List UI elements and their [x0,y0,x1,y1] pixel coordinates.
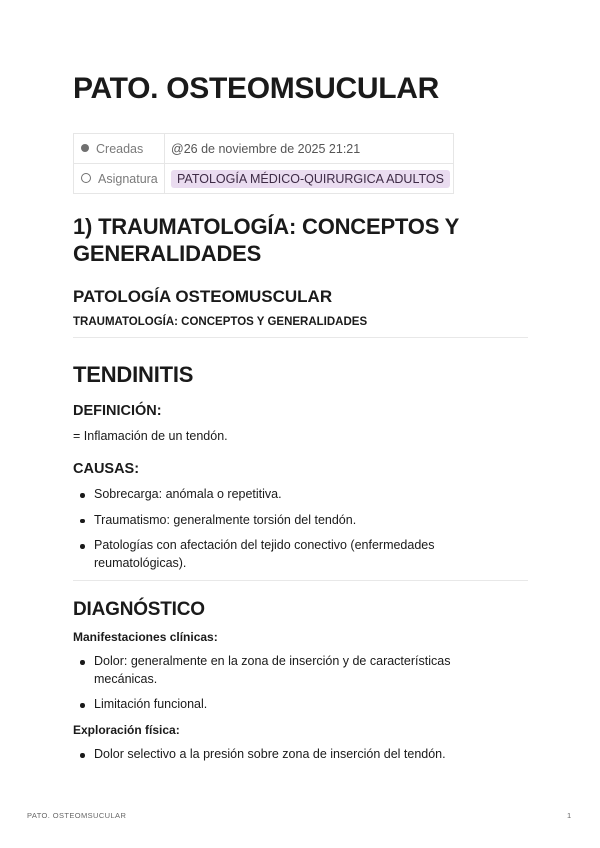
divider [73,580,528,581]
clock-icon [81,144,89,152]
page-title: PATO. OSTEOMSUCULAR [73,72,439,105]
heading-diagnostico: DIAGNÓSTICO [73,599,205,620]
heading-causas: CAUSAS: [73,461,140,477]
list-item: Patologías con afectación del tejido conectivo (enfermedades reumatológicas). [73,537,473,572]
definition-text: = Inflamación de un tendón. [73,429,228,443]
heading-tendinitis: TENDINITIS [73,362,194,387]
list-item: Dolor selectivo a la presión sobre zona de inserción del tendón. [73,746,473,764]
property-key-subject [74,164,165,194]
target-icon [81,173,91,183]
heading-exploracion: Exploración física: [73,723,180,737]
property-key-created [74,134,165,164]
clinical-list [73,653,473,722]
property-row-created [74,134,454,164]
section-heading-traumatologia: 1) TRAUMATOLOGÍA: CONCEPTOS Y GENERALIDADES [73,214,459,266]
property-value-subject[interactable] [165,164,454,194]
created-label: Creadas [96,141,144,156]
causes-list [73,486,473,580]
subject-tag[interactable]: PATOLOGÍA MÉDICO-QUIRURGICA ADULTOS [171,170,450,188]
property-value-created[interactable]: @26 de noviembre de 2025 21:21 [165,134,454,164]
heading-definicion: DEFINICIÓN: [73,403,162,419]
list-item: Limitación funcional. [73,696,473,714]
list-item: Traumatismo: generalmente torsión del tendón. [73,512,473,530]
divider [73,337,528,338]
footer-title: PATO. OSTEOMSUCULAR [27,811,127,820]
caption-traumatologia: TRAUMATOLOGÍA: CONCEPTOS Y GENERALIDADES [73,316,368,328]
subheading-patologia: PATOLOGÍA OSTEOMUSCULAR [73,287,333,306]
exam-list [73,746,473,772]
properties-table [73,133,454,194]
property-row-subject [74,164,454,194]
list-item: Sobrecarga: anómala o repetitiva. [73,486,473,504]
subject-label: Asignatura [98,171,158,186]
page-number: 1 [567,811,572,820]
heading-manifestaciones: Manifestaciones clínicas: [73,630,218,644]
list-item: Dolor: generalmente en la zona de inserción y de características mecánicas. [73,653,473,688]
